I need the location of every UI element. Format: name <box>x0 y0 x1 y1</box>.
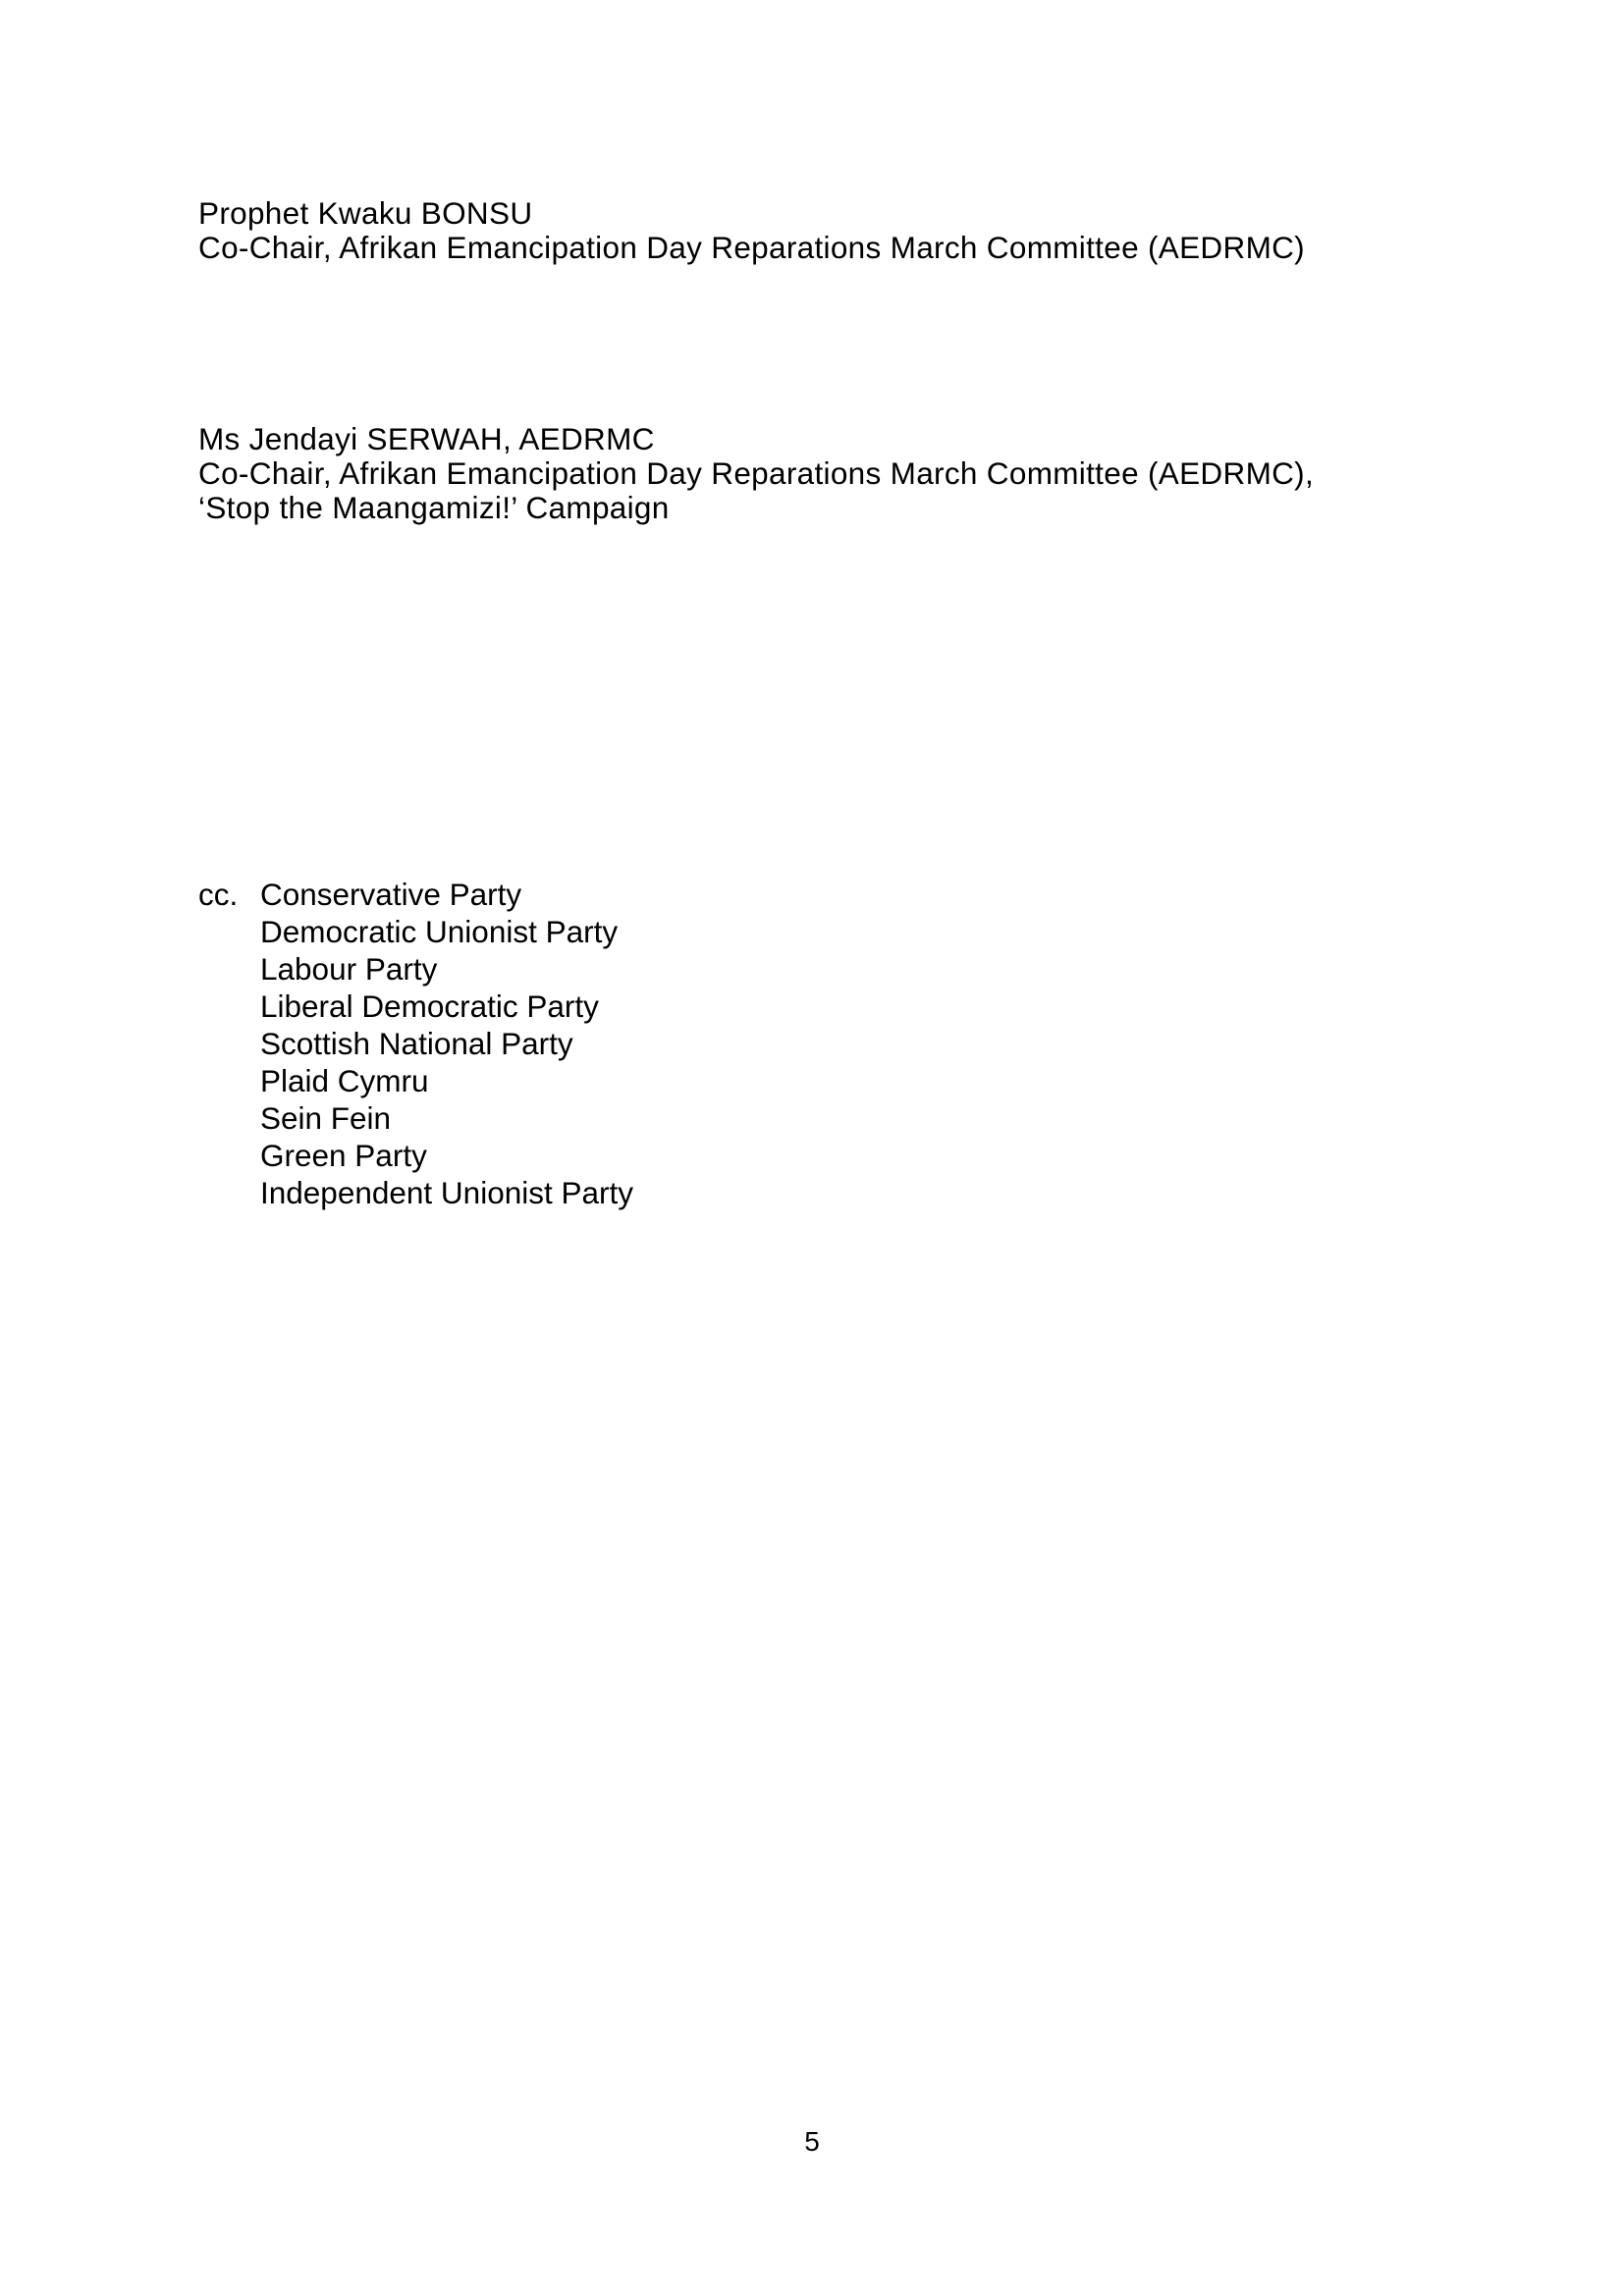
cc-recipient-item: Independent Unionist Party <box>260 1175 633 1210</box>
signatory-1-title: Co-Chair, Afrikan Emancipation Day Reparations March Committee (AEDRMC) <box>198 230 1305 265</box>
cc-recipient-item: Conservative Party <box>260 877 522 912</box>
cc-row <box>198 876 633 1211</box>
signatory-2-name: Ms Jendayi SERWAH, AEDRMC <box>198 421 655 456</box>
cc-recipient-list <box>260 876 633 1211</box>
cc-recipient-item: Liberal Democratic Party <box>260 988 599 1024</box>
signatory-2-title: Co-Chair, Afrikan Emancipation Day Reparations March Committee (AEDRMC), <box>198 455 1315 491</box>
signatory-2-campaign: ‘Stop the Maangamizi!’ Campaign <box>198 490 670 525</box>
cc-recipient-item: Labour Party <box>260 951 438 987</box>
cc-recipient-item: Democratic Unionist Party <box>260 914 619 949</box>
signatory-1-name: Prophet Kwaku BONSU <box>198 195 533 231</box>
cc-block <box>198 876 633 1211</box>
signatory-block-1 <box>198 196 1305 265</box>
cc-recipient-item: Sein Fein <box>260 1100 392 1136</box>
cc-recipient-item: Plaid Cymru <box>260 1063 429 1098</box>
page-number: 5 <box>804 2126 820 2157</box>
cc-recipient-item: Scottish National Party <box>260 1026 573 1061</box>
cc-label: cc. <box>198 877 239 912</box>
signatory-block-2 <box>198 422 1314 525</box>
cc-recipient-item: Green Party <box>260 1138 427 1173</box>
